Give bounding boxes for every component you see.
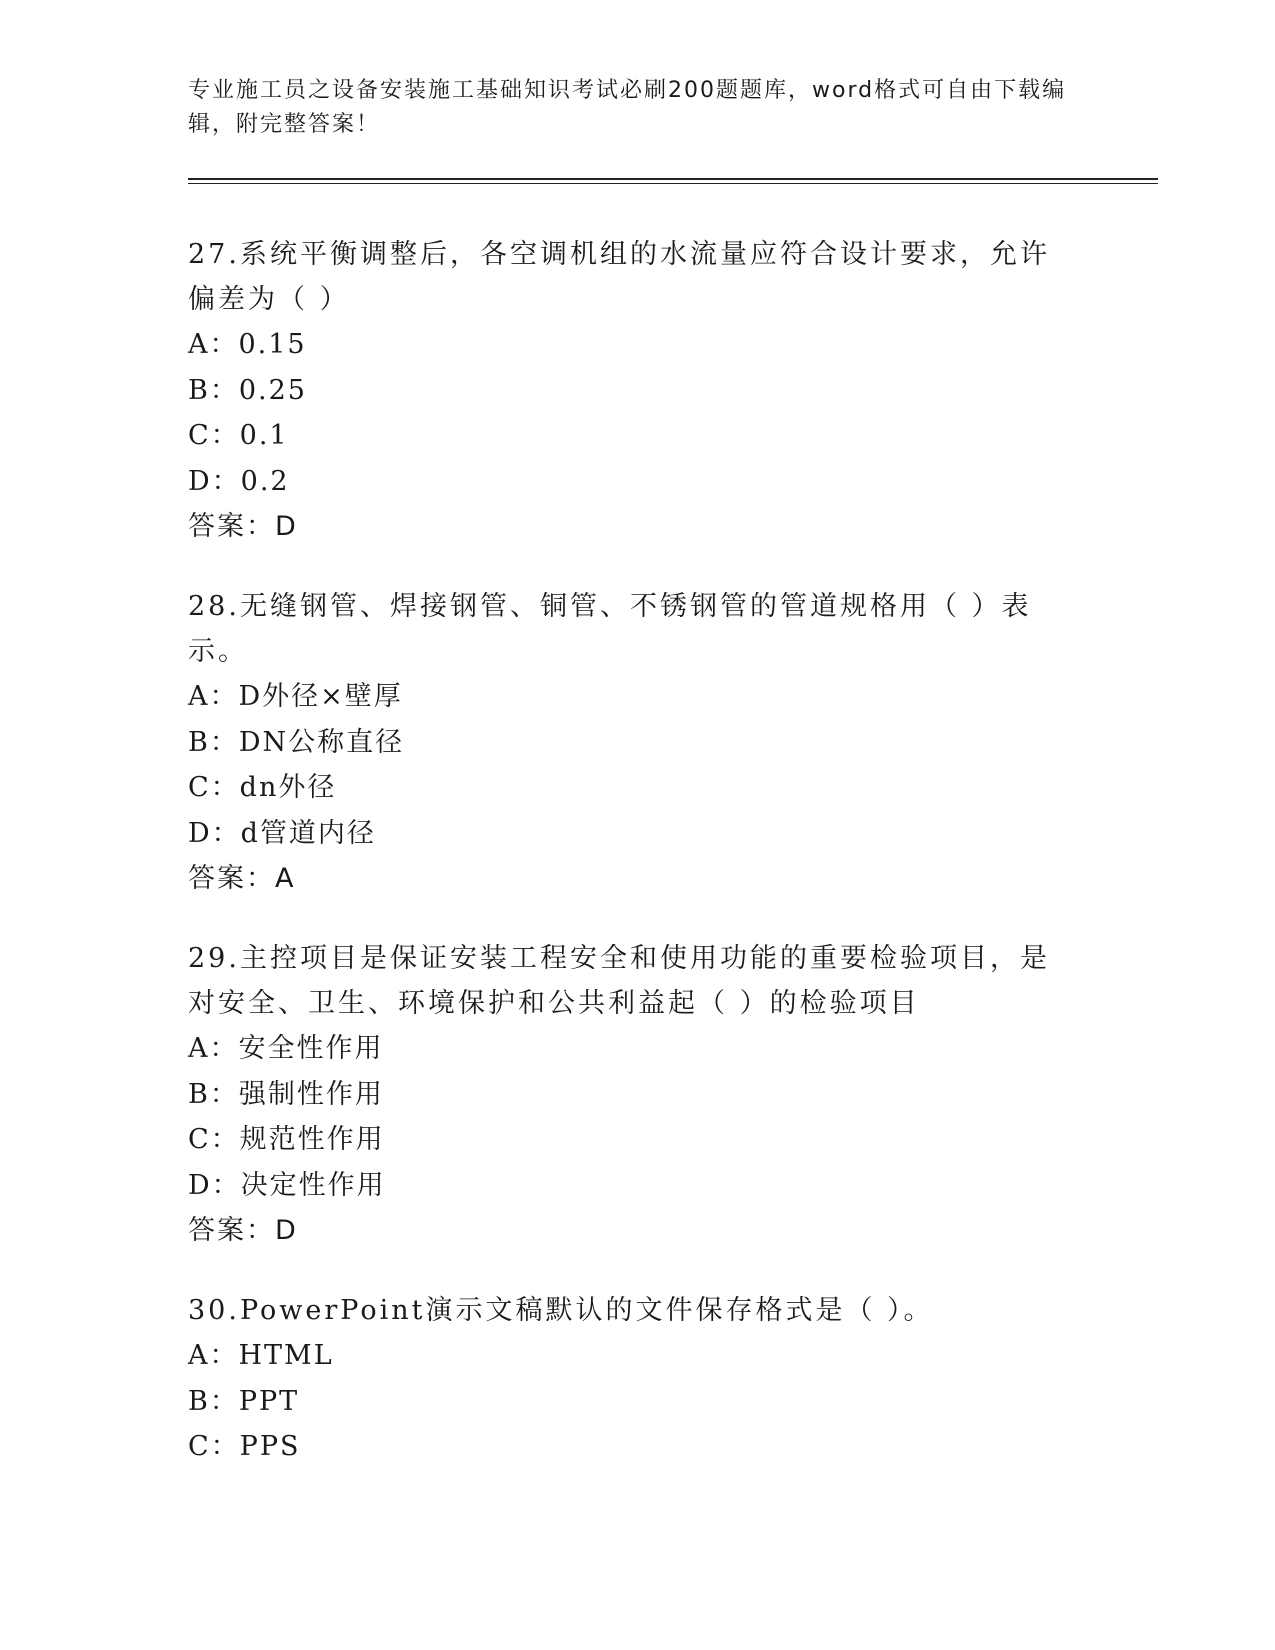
option-b: B：DN公称直径 — [188, 726, 405, 758]
option-a: A：安全性作用 — [188, 1033, 384, 1064]
option-d: D：d管道内径 — [188, 817, 376, 849]
answer-label: 答案：D — [188, 1215, 298, 1246]
option-a: A：D外径×壁厚 — [188, 681, 403, 712]
question-27 — [188, 232, 1068, 550]
answer-label: 答案：D — [188, 511, 298, 542]
option-c: C：规范性作用 — [188, 1124, 385, 1155]
question-29 — [188, 936, 1068, 1254]
document-header: 专业施工员之设备安装施工基础知识考试必刷200题题库，word格式可自由下载编辑，附完整答案！ — [188, 78, 1067, 137]
option-b: B：强制性作用 — [188, 1078, 384, 1110]
option-d: D：0.2 — [188, 465, 290, 497]
header-divider — [188, 178, 1158, 180]
option-b: B：0.25 — [188, 374, 307, 406]
option-c: C：dn外径 — [188, 772, 337, 803]
option-a: A：0.15 — [188, 329, 307, 360]
option-c: C：PPS — [188, 1431, 301, 1462]
option-c: C：0.1 — [188, 420, 289, 451]
answer-label: 答案：A — [188, 863, 296, 894]
question-stem: 28.无缝钢管、焊接钢管、铜管、不锈钢管的管道规格用（ ）表示。 — [188, 591, 1032, 667]
question-stem: 27.系统平衡调整后，各空调机组的水流量应符合设计要求，允许偏差为（ ） — [188, 239, 1050, 315]
header-divider-thin — [188, 183, 1158, 184]
option-d: D：决定性作用 — [188, 1169, 386, 1201]
question-28 — [188, 584, 1068, 902]
option-b: B：PPT — [188, 1385, 300, 1417]
question-list — [188, 232, 1068, 1504]
question-stem: 29.主控项目是保证安装工程安全和使用功能的重要检验项目，是对安全、卫生、环境保护和公共利益起（ ）的检验项目 — [188, 943, 1050, 1019]
option-a: A：HTML — [188, 1340, 334, 1371]
question-stem: 30.PowerPoint演示文稿默认的文件保存格式是（ ）。 — [188, 1295, 934, 1326]
question-30 — [188, 1288, 1068, 1470]
